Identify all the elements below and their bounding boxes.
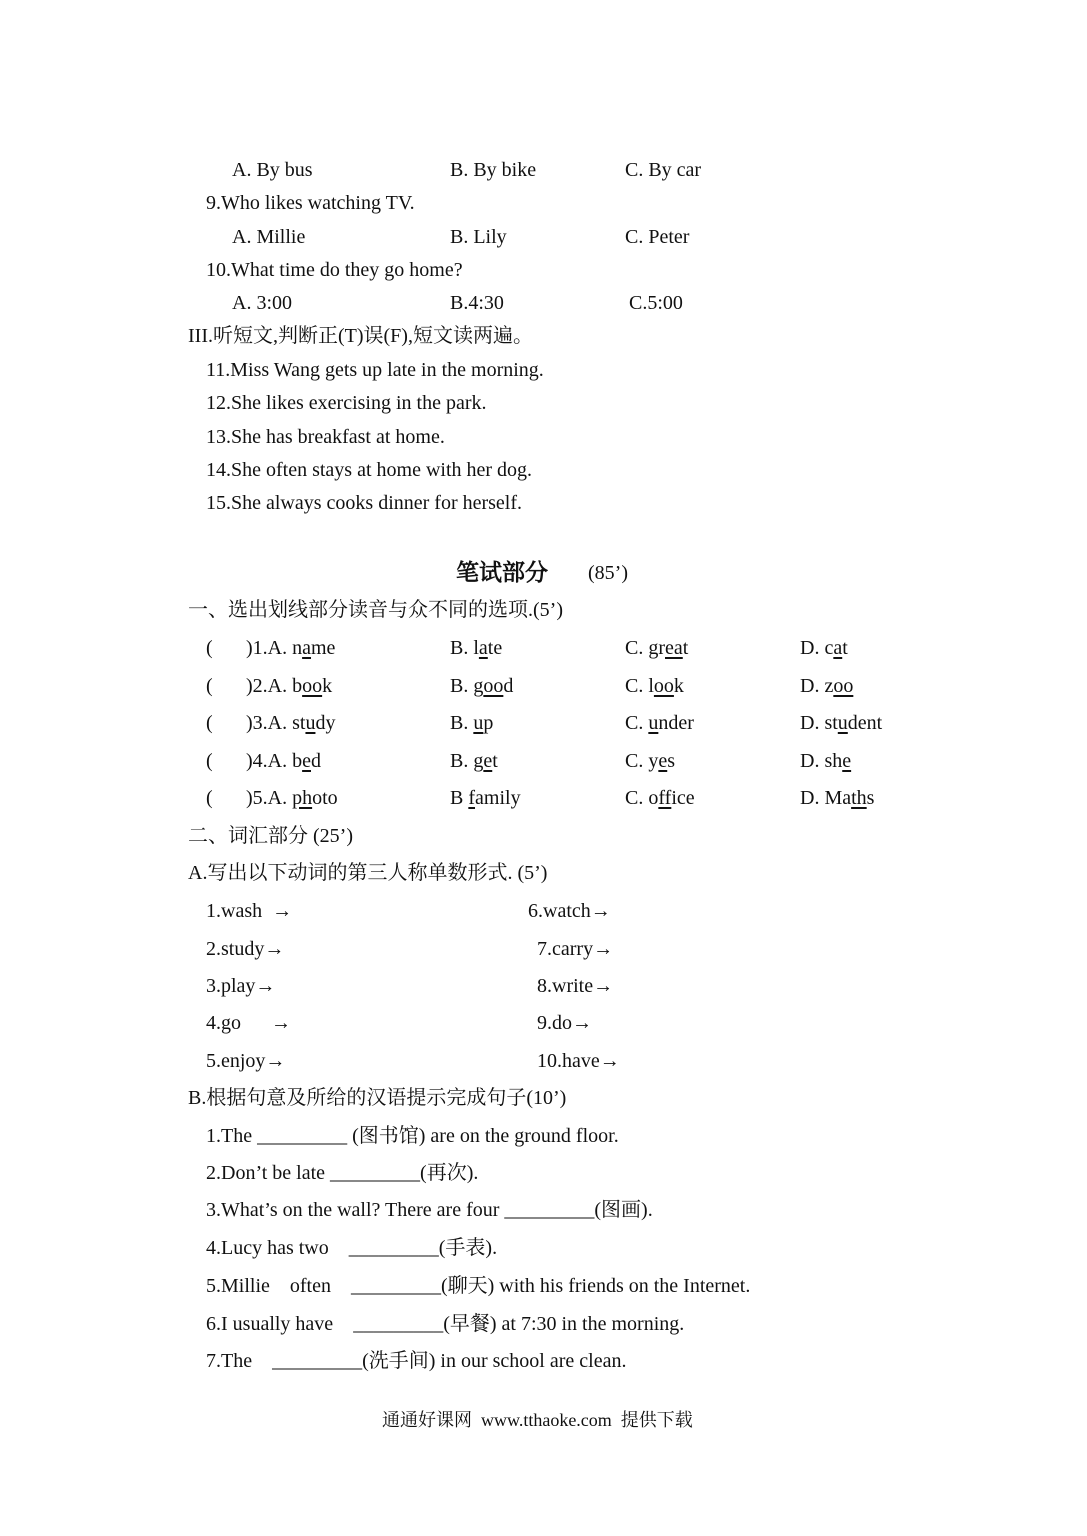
verb-item: 5.enjoy→: [206, 1050, 286, 1072]
section3-item: 13.She has breakfast at home.: [206, 426, 445, 448]
q9-option-c: C. Peter: [625, 226, 690, 248]
phonics-option-a: )4.A. bed: [246, 750, 321, 772]
q9-option-b: B. Lily: [450, 226, 507, 248]
phonics-option-d: D. Maths: [800, 787, 875, 809]
phonics-option-a: )1.A. name: [246, 637, 336, 659]
part2-heading: 二、词汇部分 (25’): [188, 825, 353, 847]
phonics-option-d: D. student: [800, 712, 883, 734]
part2b-heading: B.根据句意及所给的汉语提示完成句子(10’): [188, 1087, 567, 1109]
phonics-option-d: D. cat: [800, 637, 848, 659]
section3-item: 15.She always cooks dinner for herself.: [206, 492, 523, 514]
verb-item: 7.carry→: [537, 938, 614, 960]
verb-item: 3.play→: [206, 975, 276, 997]
fill-item: 5.Millie often _________(聊天) with his friends on the Internet.: [206, 1275, 751, 1297]
answer-bracket: (: [206, 637, 213, 659]
q10-option-b: B.4:30: [450, 292, 504, 314]
part2a-heading: A.写出以下动词的第三人称单数形式. (5’): [188, 862, 548, 884]
phonics-option-b: B. up: [450, 712, 494, 734]
fill-item: 4.Lucy has two _________(手表).: [206, 1237, 498, 1259]
written-score: (85’): [588, 562, 628, 584]
phonics-option-c: C. look: [625, 675, 684, 697]
section3-item: 14.She often stays at home with her dog.: [206, 459, 533, 481]
section3-item: 11.Miss Wang gets up late in the morning.: [206, 359, 544, 381]
q10-option-a: A. 3:00: [232, 292, 292, 314]
page-footer: 通通好课网 www.tthaoke.com 提供下载: [382, 1410, 693, 1430]
verb-item: 8.write→: [537, 975, 614, 997]
phonics-option-a: )3.A. study: [246, 712, 336, 734]
phonics-option-d: D. she: [800, 750, 852, 772]
phonics-option-c: C. great: [625, 637, 689, 659]
part1-heading: 一、选出划线部分读音与众不同的选项.(5’): [188, 599, 563, 621]
q8-option-c: C. By car: [625, 159, 702, 181]
q10-option-c: C.5:00: [629, 292, 683, 314]
section3-heading: III.听短文,判断正(T)误(F),短文读两遍。: [188, 325, 533, 347]
fill-item: 6.I usually have _________(早餐) at 7:30 in the morning.: [206, 1313, 685, 1335]
phonics-option-b: B. good: [450, 675, 514, 697]
phonics-option-c: C. yes: [625, 750, 676, 772]
phonics-option-c: C. under: [625, 712, 694, 734]
answer-bracket: (: [206, 712, 213, 734]
phonics-option-a: )2.A. book: [246, 675, 333, 697]
q8-option-a: A. By bus: [232, 159, 313, 181]
fill-item: 2.Don’t be late _________(再次).: [206, 1162, 479, 1184]
verb-item: 1.wash →: [206, 900, 293, 922]
verb-item: 2.study→: [206, 938, 285, 960]
phonics-option-c: C. office: [625, 787, 695, 809]
fill-item: 7.The _________(洗手间) in our school are clean.: [206, 1350, 627, 1372]
phonics-option-b: B. get: [450, 750, 498, 772]
verb-item: 10.have→: [537, 1050, 620, 1072]
written-title: 笔试部分: [456, 560, 548, 585]
verb-item: 6.watch→: [528, 900, 611, 922]
fill-item: 1.The _________ (图书馆) are on the ground floor.: [206, 1125, 619, 1147]
answer-bracket: (: [206, 675, 213, 697]
phonics-option-b: B family: [450, 787, 521, 809]
phonics-option-d: D. zoo: [800, 675, 854, 697]
answer-bracket: (: [206, 787, 213, 809]
fill-item: 3.What’s on the wall? There are four _________(图画).: [206, 1199, 653, 1221]
phonics-option-b: B. late: [450, 637, 503, 659]
verb-item: 4.go →: [206, 1012, 291, 1034]
phonics-option-a: )5.A. photo: [246, 787, 338, 809]
q9-question: 9.Who likes watching TV.: [206, 192, 415, 214]
q8-option-b: B. By bike: [450, 159, 537, 181]
verb-item: 9.do→: [537, 1012, 592, 1034]
answer-bracket: (: [206, 750, 213, 772]
q9-option-a: A. Millie: [232, 226, 306, 248]
section3-item: 12.She likes exercising in the park.: [206, 392, 487, 414]
q10-question: 10.What time do they go home?: [206, 259, 463, 281]
